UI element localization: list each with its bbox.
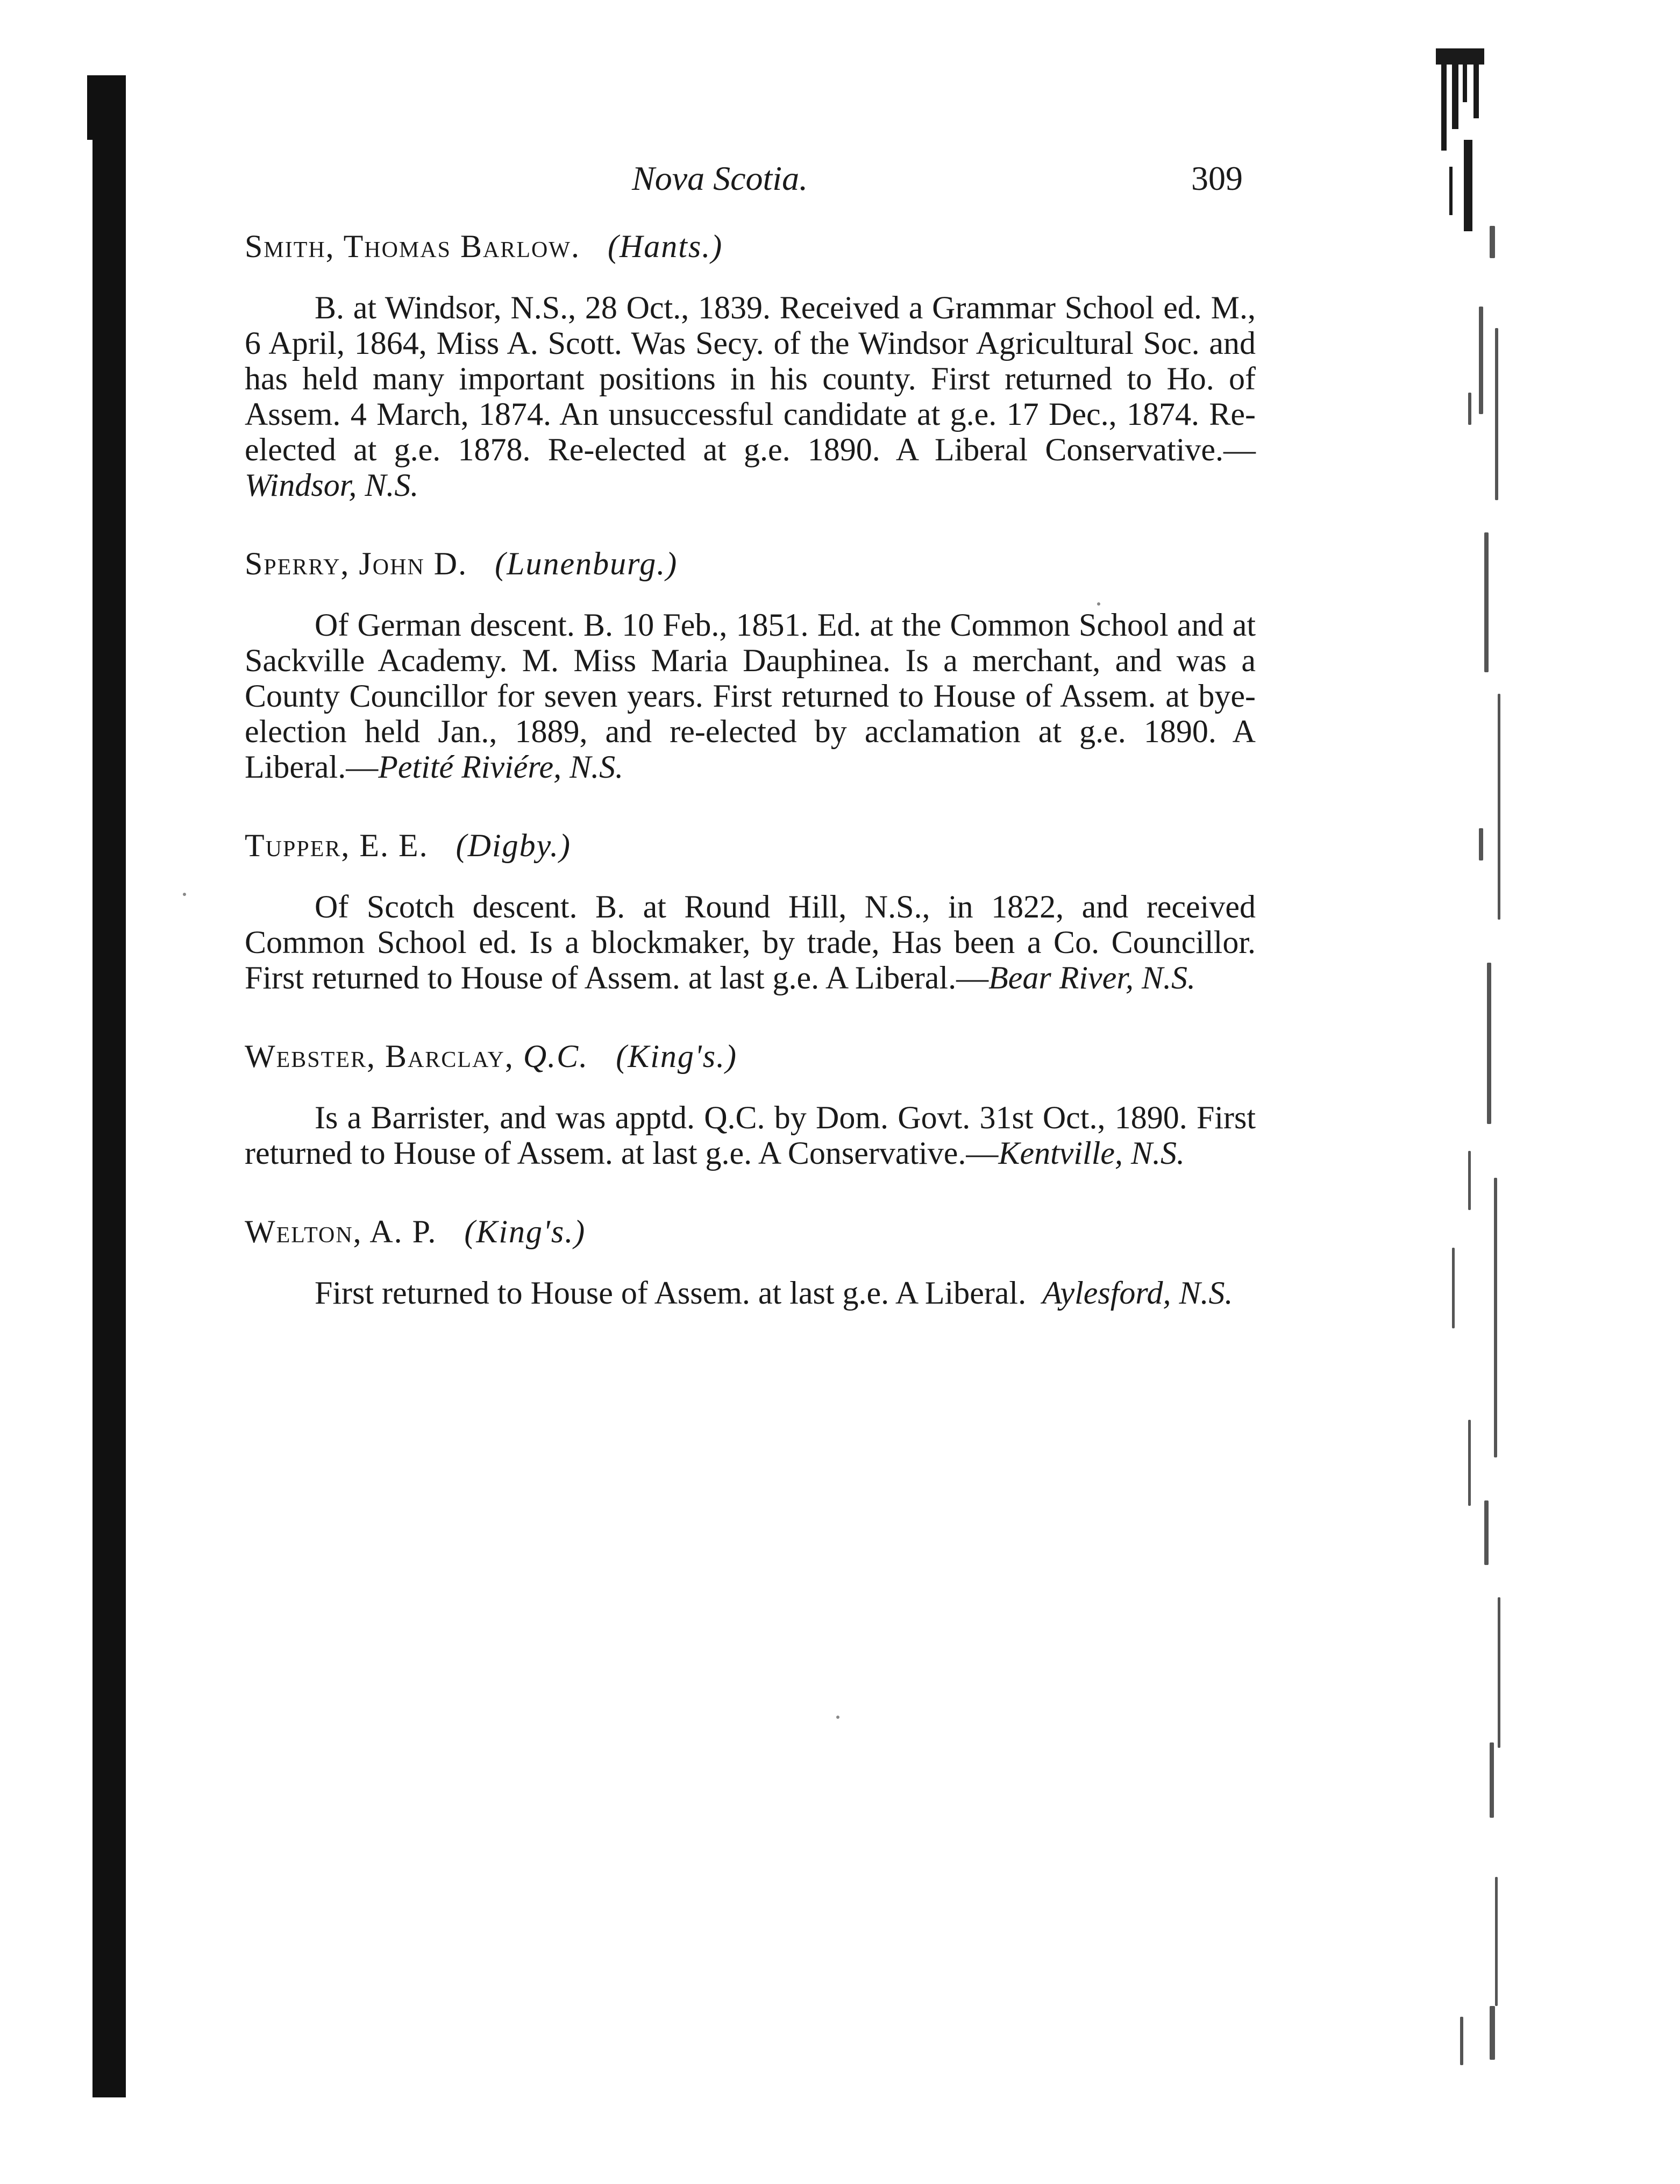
residence: Aylesford, N.S. xyxy=(1042,1275,1233,1311)
residence: Bear River, N.S. xyxy=(988,960,1196,995)
entry-heading xyxy=(245,229,1256,264)
running-head xyxy=(245,159,1256,207)
entry-text xyxy=(245,290,1256,503)
entry-text xyxy=(245,607,1256,785)
member-name: Smith, Thomas Barlow. xyxy=(245,229,580,264)
running-title: Nova Scotia. xyxy=(632,159,808,197)
county: (Hants.) xyxy=(607,229,723,264)
member-name: Webster, Barclay, xyxy=(245,1038,514,1074)
residence: Kentville, N.S. xyxy=(998,1135,1185,1171)
residence: Windsor, N.S. xyxy=(245,467,419,503)
member-name: Sperry, John D. xyxy=(245,546,468,581)
entry-heading xyxy=(245,1214,1256,1249)
entry-heading xyxy=(245,546,1256,581)
residence: Petité Riviére, N.S. xyxy=(378,749,624,785)
biography: Is a Barrister, and was apptd. Q.C. by Dom. Govt. 31st Oct., 1890. First returned to House of Assem. at last g.e. A Conservative.— xyxy=(245,1100,1256,1171)
biography-entry xyxy=(245,229,1256,503)
biography: First returned to House of Assem. at last g.e. A Liberal. xyxy=(315,1275,1027,1311)
member-honour: Q.C. xyxy=(523,1038,589,1074)
page-binding-shadow xyxy=(92,75,126,2097)
county: (Lunenburg.) xyxy=(495,546,678,581)
biography-entry xyxy=(245,546,1256,785)
entry-text xyxy=(245,1100,1256,1171)
member-name: Welton, A. P. xyxy=(245,1214,437,1249)
biography-entry xyxy=(245,828,1256,995)
entry-text xyxy=(245,889,1256,995)
biography: Of German descent. B. 10 Feb., 1851. Ed. at the Common School and at Sackville Academy. M. Miss Maria Dauphinea. Is a merchant, and was a County Councillor for seven years. First returned to House of Assem. at bye-election held Jan., 1889, and re-elected by acclamation at g.e. 1890. A Liberal.— xyxy=(245,607,1256,785)
entry-heading xyxy=(245,828,1256,863)
entry-text xyxy=(245,1275,1256,1311)
county: (Digby.) xyxy=(455,828,571,863)
member-name: Tupper, E. E. xyxy=(245,828,429,863)
page-number: 309 xyxy=(1191,159,1243,197)
stray-mark xyxy=(836,1716,839,1719)
page-content xyxy=(245,159,1256,1311)
entry-heading xyxy=(245,1038,1256,1074)
stray-mark xyxy=(183,893,186,896)
county: (King's.) xyxy=(464,1214,586,1249)
biography: Of Scotch descent. B. at Round Hill, N.S., in 1822, and received Common School ed. Is a blockmaker, by trade, Has been a Co. Councillor. First returned to House of Assem. at last g.e. A Liberal.— xyxy=(245,889,1256,995)
biography-entry xyxy=(245,1038,1256,1171)
biography-entry xyxy=(245,1214,1256,1311)
biography: B. at Windsor, N.S., 28 Oct., 1839. Received a Grammar School ed. M., 6 April, 1864, Miss A. Scott. Was Secy. of the Windsor Agricultural Soc. and has held many important positions in his county. First returned to Ho. of Assem. 4 March, 1874. An unsuccessful candidate at g.e. 17 Dec., 1874. Re-elected at g.e. 1878. Re-elected at g.e. 1890. A Liberal Conservative.— xyxy=(245,290,1256,467)
county: (King's.) xyxy=(616,1038,738,1074)
scanned-edge-noise xyxy=(1398,48,1506,2103)
